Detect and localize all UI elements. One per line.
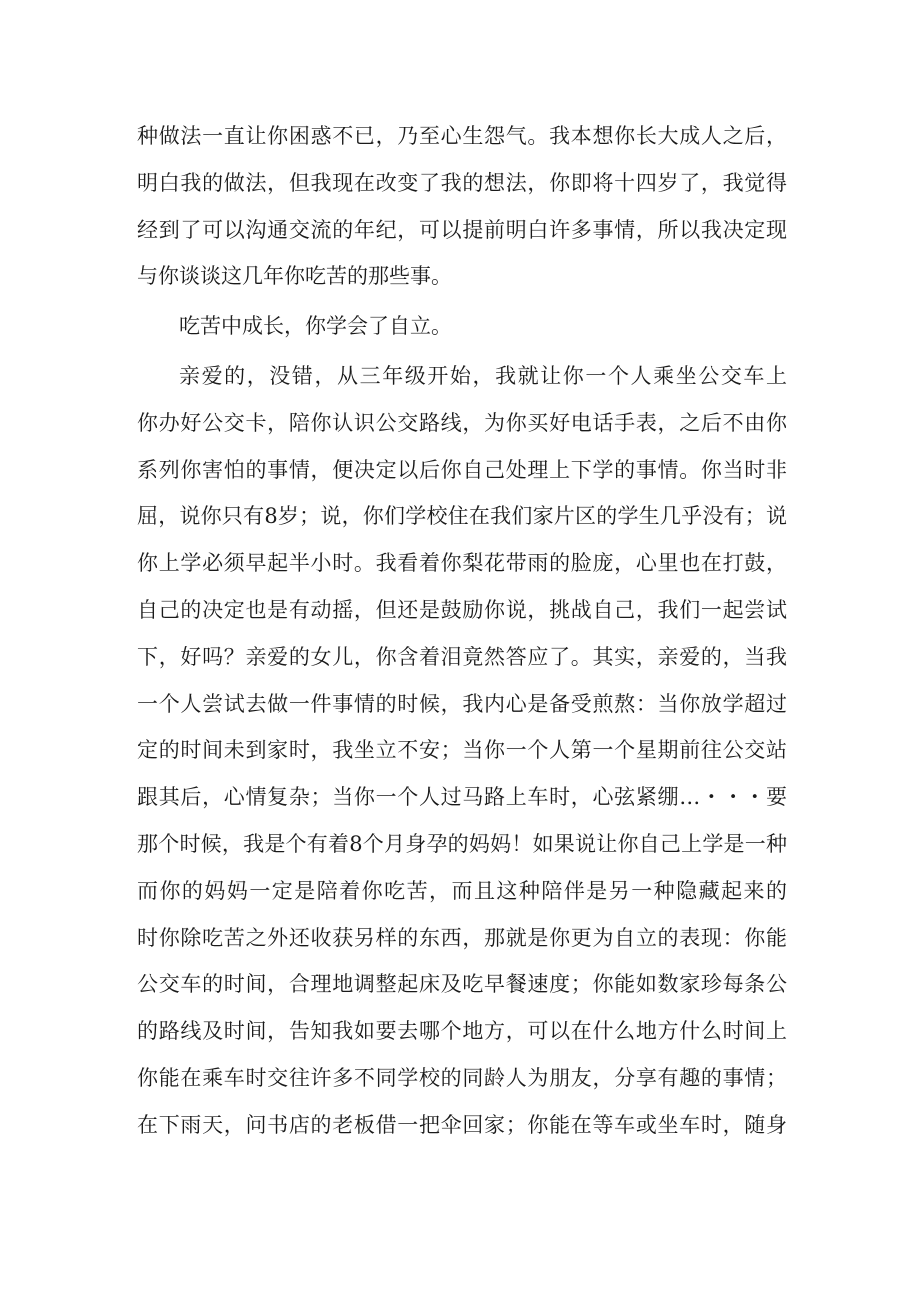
text-line: 而你的妈妈一定是陪着你吃苦，而且这种陪伴是另一种隐藏起来的	[137, 878, 787, 903]
paragraph-1	[137, 113, 787, 300]
text-line: 跟其后，心情复杂；当你一个人过马路上车时，心弦紧绷…・・・要	[137, 785, 787, 810]
text-line: 经到了可以沟通交流的年纪，可以提前明白许多事情，所以我决定现	[137, 217, 787, 242]
text-line: 下，好吗？亲爱的女儿，你含着泪竟然答应了。其实，亲爱的，当我	[137, 644, 787, 669]
text-line: 定的时间未到家时，我坐立不安；当你一个人第一个星期前往公交站	[137, 738, 787, 763]
text-line: 与你谈谈这几年你吃苦的那些事。	[137, 264, 452, 289]
text-line: 屈，说你只有8岁；说，你们学校住在我们家片区的学生几乎没有；说	[137, 504, 787, 529]
text-line: 在下雨天，问书店的老板借一把伞回家；你能在等车或坐车时，随身	[137, 1112, 787, 1137]
text-line: 的路线及时间，告知我如要去哪个地方，可以在什么地方什么时间上	[137, 1019, 787, 1044]
text-line: 你能在乘车时交往许多不同学校的同龄人为朋友，分享有趣的事情；	[137, 1065, 787, 1090]
paragraph-2	[137, 303, 787, 350]
text-line: 亲爱的，没错，从三年级开始，我就让你一个人乘坐公交车上	[179, 363, 787, 388]
text-line: 明白我的做法，但我现在改变了我的想法，你即将十四岁了，我觉得	[137, 170, 787, 195]
text-line: 自己的决定也是有动摇，但还是鼓励你说，挑战自己，我们一起尝试	[137, 597, 787, 622]
text-line: 种做法一直让你困惑不已，乃至心生怨气。我本想你长大成人之后，	[137, 124, 787, 148]
text-line: 公交车的时间，合理地调整起床及吃早餐速度；你能如数家珍每条公	[137, 972, 787, 997]
text-line: 时你除吃苦之外还收获另样的东西，那就是你更为自立的表现：你能	[137, 925, 787, 950]
text-line: 你上学必须早起半小时。我看着你梨花带雨的脸庞，心里也在打鼓，	[137, 551, 787, 576]
document-body	[137, 113, 787, 1149]
text-line: 吃苦中成长，你学会了自立。	[179, 314, 452, 339]
paragraph-3	[137, 353, 787, 1149]
text-line: 一个人尝试去做一件事情的时候，我内心是备受煎熬：当你放学超过	[137, 691, 787, 716]
text-line: 你办好公交卡，陪你认识公交路线，为你买好电话手表，之后不由你	[137, 410, 787, 435]
text-line: 系列你害怕的事情，便决定以后你自己处理上下学的事情。你当时非	[137, 457, 787, 482]
text-line: 那个时候，我是个有着8个月身孕的妈妈！如果说让你自己上学是一种	[137, 831, 787, 856]
